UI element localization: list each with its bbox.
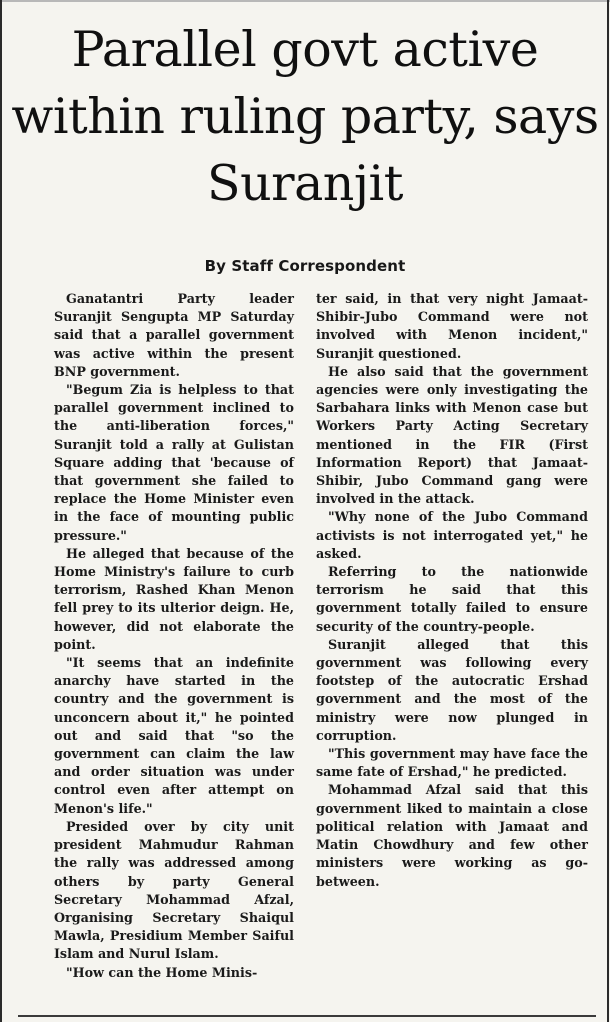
article-column-left [54, 290, 294, 982]
paragraph: "Why none of the Jubo Command activists is not interrogated yet," he asked. [316, 509, 588, 561]
paragraph-continued: ter said, in that very night Jamaat-Shibir-Jubo Command were not involved with Menon incident," Suranjit questioned. [316, 291, 588, 361]
headline: Parallel govt active within ruling party, says Suranjit [11, 21, 599, 212]
article-column-right [316, 290, 588, 891]
top-border [0, 0, 610, 2]
paragraph: "It seems that an indefinite anarchy have started in the country and the government is unconcern about it," he pointed out and said that "so the government can claim the law and order situation was under control even after attempt on Menon's life." [54, 655, 294, 816]
paragraph: Presided over by city unit president Mahmudur Rahman the rally was addressed among others by party General Secretary Mohammad Afzal, Organising Secretary Shaiqul Mawla, Presidium Member Saiful Islam and Nurul Islam. [54, 818, 294, 962]
paragraph: "Begum Zia is helpless to that parallel government inclined to the anti-liberation forces," Suranjit told a rally at Gulistan Square adding that 'because of that government she failed to replace the Home Minister even in the face of mounting public pressure." [54, 382, 294, 543]
right-border [607, 0, 609, 1022]
paragraph: Mohammad Afzal said that this government liked to maintain a close political relation with Jamaat and Matin Chowdhury and few other ministers were working as go-between. [316, 782, 588, 889]
bottom-rule [18, 1015, 596, 1017]
paragraph: Ganatantri Party leader Suranjit Sengupta MP Saturday said that a parallel government was active within the present BNP government. [54, 291, 294, 379]
paragraph: Suranjit alleged that this government was following every footstep of the autocratic Ershad government and the most of the ministry were now plunged in corruption. [316, 636, 588, 743]
paragraph: He also said that the government agencies were only investigating the Sarbahara links with Menon case but Workers Party Acting Secretary mentioned in the FIR (First Information Report) that Jamaat-Shibir, Jubo Command gang were involved in the attack. [316, 363, 588, 507]
byline: By Staff Correspondent [204, 257, 406, 275]
paragraph: "How can the Home Minis- [66, 964, 258, 980]
paragraph: "This government may have face the same fate of Ershad," he predicted. [316, 746, 588, 780]
paragraph: He alleged that because of the Home Ministry's failure to curb terrorism, Rashed Khan Menon fell prey to its ulterior deign. He, however, did not elaborate the point. [54, 545, 294, 652]
left-border [0, 0, 2, 1022]
paragraph: Referring to the nationwide terrorism he said that this government totally failed to ensure security of the country-people. [316, 564, 588, 634]
